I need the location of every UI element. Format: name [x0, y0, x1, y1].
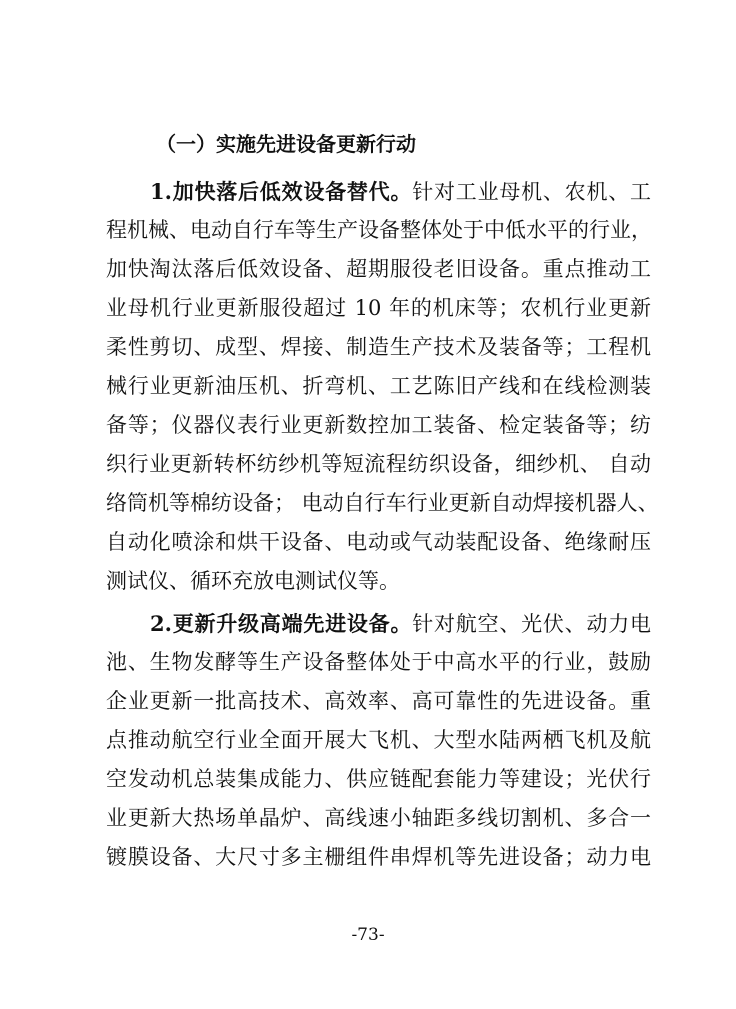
paragraph-1-line-2: 程机械、电动自行车等生产设备整体处于中低水平的行业， — [106, 218, 652, 242]
paragraph-1 — [106, 172, 659, 601]
paragraph-2-line-4: 点推动航空行业全面开展大飞机、大型水陆两栖飞机及航 — [106, 728, 651, 752]
paragraph-2-line-3: 企业更新一批高技术、高效率、高可靠性的先进设备。重 — [106, 689, 651, 713]
paragraph-1-line-9: 络筒机等棉纺设备； 电动自行车行业更新自动焊接机器人、 — [106, 491, 659, 515]
paragraph-1-line-7: 备等；仪器仪表行业更新数控加工装备、检定装备等；纺 — [106, 413, 651, 437]
paragraph-1-line-8: 织行业更新转杯纺纱机等短流程纺织设备，细纱机、 自动 — [106, 452, 651, 476]
paragraph-1-line-11: 测试仪、循环充放电测试仪等。 — [106, 569, 400, 593]
paragraph-2-line-1 — [106, 604, 651, 643]
paragraph-1-line-4: 业母机行业更新服役超过 10 年的机床等；农机行业更新 — [106, 296, 651, 320]
paragraph-1-line-3: 加快淘汰落后低效设备、超期服役老旧设备。重点推动工 — [106, 257, 651, 281]
paragraph-1-line-5: 柔性剪切、成型、焊接、制造生产技术及装备等；工程机 — [106, 335, 651, 359]
paragraph-1-lead: 1.加快落后低效设备替代。 — [150, 179, 413, 204]
paragraph-1-line-6: 械行业更新油压机、折弯机、工艺陈旧产线和在线检测装 — [106, 374, 651, 398]
paragraph-1-line-1 — [106, 172, 651, 211]
paragraph-1-text: 针对工业母机、农机、工 — [412, 180, 652, 204]
paragraph-2 — [106, 604, 651, 877]
paragraph-2-line-7: 镀膜设备、大尺寸多主栅组件串焊机等先进设备；动力电 — [106, 845, 651, 869]
paragraph-2-line-6: 业更新大热场单晶炉、高线速小轴距多线切割机、多合一 — [106, 806, 651, 830]
section-heading: （一）实施先进设备更新行动 — [156, 132, 416, 156]
paragraph-2-line-2: 池、生物发酵等生产设备整体处于中高水平的行业，鼓励 — [106, 650, 651, 674]
page-number: -73- — [351, 925, 385, 945]
paragraph-2-line-5: 空发动机总装集成能力、供应链配套能力等建设；光伏行 — [106, 767, 651, 791]
paragraph-2-text: 针对航空、光伏、动力电 — [412, 612, 652, 636]
paragraph-2-lead: 2.更新升级高端先进设备。 — [150, 611, 413, 636]
paragraph-1-line-10: 自动化喷涂和烘干设备、电动或气动装配设备、绝缘耐压 — [106, 530, 651, 554]
